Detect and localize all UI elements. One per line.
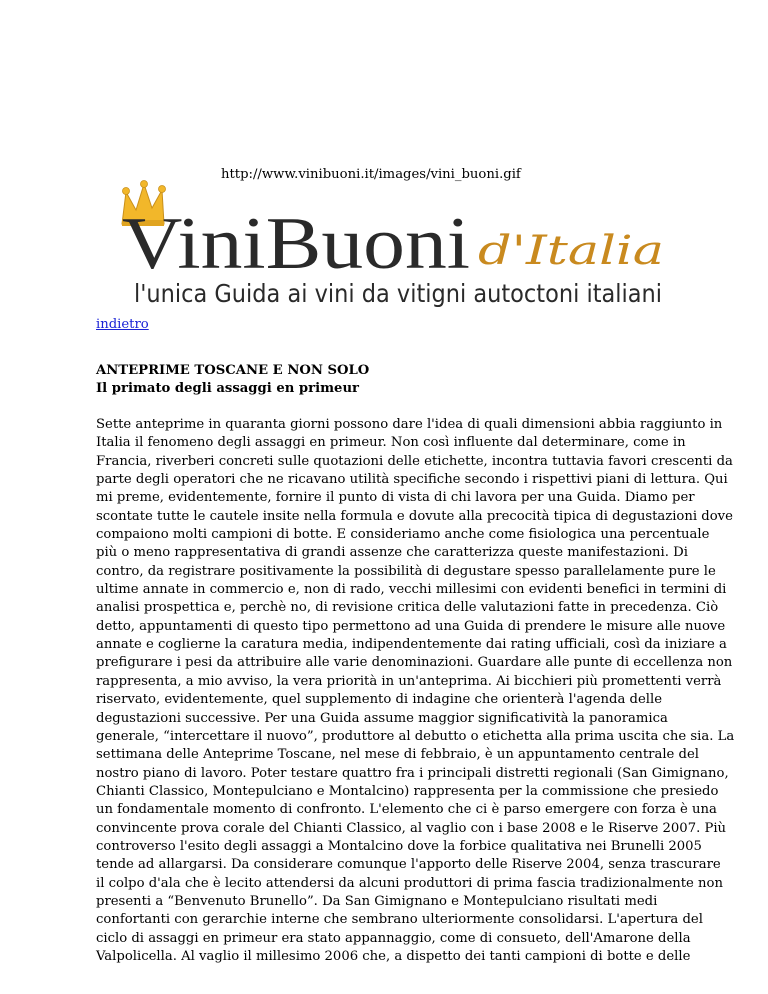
back-link[interactable]: indietro bbox=[96, 317, 149, 332]
body-line: Sette anteprime in quaranta giorni possono dare l'idea di quali dimensioni abbia raggiunto in bbox=[96, 417, 723, 432]
body-line: presenti a “Benvenuto Brunello”. Da San Gimignano e Montepulciano risultati medi bbox=[96, 893, 658, 909]
body-line: tende ad allargarsi. Da considerare comunque l'apporto delle Riserve 2004, senza trascurare bbox=[96, 857, 721, 873]
logo-wordmark: ViniBuoni bbox=[122, 203, 470, 285]
body-line: detto, appuntamenti di questo tipo permettono ad una Guida di prendere le misure alle nuove bbox=[96, 618, 726, 634]
body-line: più o meno rappresentativa di grandi assenze che caratterizza queste manifestazioni. Di bbox=[96, 545, 688, 561]
article-heading bbox=[96, 362, 369, 399]
logo-tagline: l'unica Guida ai vini da vitigni autoctoni italiani bbox=[134, 279, 662, 308]
logo-script: d'Italia bbox=[478, 228, 664, 274]
body-line: confortanti con gerarchie interne che sembrano ulteriormente consolidarsi. L'apertura del bbox=[96, 912, 703, 928]
body-line: degustazioni successive. Per una Guida assume maggior significatività la panoramica bbox=[96, 710, 668, 726]
body-line: Francia, riverberi concreti sulle quotazioni delle etichette, incontra tuttavia favori crescenti da bbox=[96, 453, 733, 469]
body-line: il colpo d'ala che è lecito attendersi da alcuni produttori di prima fascia tradizionalmente non bbox=[96, 875, 723, 891]
body-line: parte degli operatori che ne ricavano utilità specifiche secondo i rispettivi piani di lettura. Qui bbox=[96, 472, 728, 488]
body-line: prefigurare i pesi da attribuire alle varie denominazioni. Guardare alle punte di eccellenza non bbox=[96, 655, 733, 671]
image-source-url: http://www.vinibuoni.it/images/vini_buoni.gif bbox=[221, 167, 521, 182]
body-line: analisi prospettica e, perchè no, di revisione critica delle valutazioni fatte in precedenza. Ciò bbox=[96, 600, 719, 616]
body-line: Italia il fenomeno degli assaggi en primeur. Non così influente dal determinare, come in bbox=[96, 435, 686, 451]
body-line: ultime annate in commercio e, non di rado, vecchi millesimi con evidenti benefici in termini di bbox=[96, 582, 727, 598]
body-line: nostro piano di lavoro. Poter testare quattro fra i principali distretti regionali (San Gimignano, bbox=[96, 765, 729, 781]
body-line: mi preme, evidentemente, fornire il punto di vista di chi lavora per una Guida. Diamo per bbox=[96, 490, 695, 506]
body-line: rappresenta, a mio avviso, la vera priorità in un'anteprima. Ai bicchieri più promettenti verrà bbox=[96, 673, 722, 689]
body-line: controverso l'esito degli assaggi a Montalcino dove la forbice qualitativa nei Brunelli 2005 bbox=[96, 838, 702, 854]
body-line: settimana delle Anteprime Toscane, nel mese di febbraio, è un appuntamento centrale del bbox=[96, 747, 700, 763]
body-line: convincente prova corale del Chianti Classico, al vaglio con i base 2008 e le Riserve 2007. Più bbox=[96, 820, 727, 836]
body-line: contro, da registrare positivamente la possibilità di degustare spesso parallelamente pure le bbox=[96, 563, 716, 579]
body-line: compaiono molti campioni di botte. E consideriamo anche come fisiologica una percentuale bbox=[96, 527, 710, 543]
body-line: annate e coglierne la caratura media, indipendentemente dai rating ufficiali, così da iniziare a bbox=[96, 637, 727, 653]
body-line: Valpolicella. Al vaglio il millesimo 2006 che, a dispetto dei tanti campioni di botte e delle bbox=[96, 948, 691, 964]
article-title: ANTEPRIME TOSCANE E NON SOLO bbox=[96, 363, 370, 378]
body-line: un fondamentale momento di confronto. L'elemento che ci è parso emergere con forza è una bbox=[96, 802, 717, 818]
vinibuoni-logo bbox=[118, 180, 666, 308]
body-line: Chianti Classico, Montepulciano e Montalcino) rappresenta per la commissione che presiedo bbox=[96, 783, 719, 799]
article-body bbox=[96, 416, 735, 966]
body-line: generale, “intercettare il nuovo”, produttore al debutto o etichetta alla prima uscita che sia. La bbox=[96, 728, 735, 744]
body-line: scontate tutte le cautele insite nella formula e dovute alla precocità tipica di degustazioni dove bbox=[96, 508, 733, 524]
body-line: riservato, evidentemente, quel supplemento di indagine che orienterà l'agenda delle bbox=[96, 692, 663, 708]
article-subtitle: Il primato degli assaggi en primeur bbox=[96, 381, 359, 397]
body-line: ciclo di assaggi en primeur era stato appannaggio, come di consueto, dell'Amarone della bbox=[96, 930, 691, 946]
